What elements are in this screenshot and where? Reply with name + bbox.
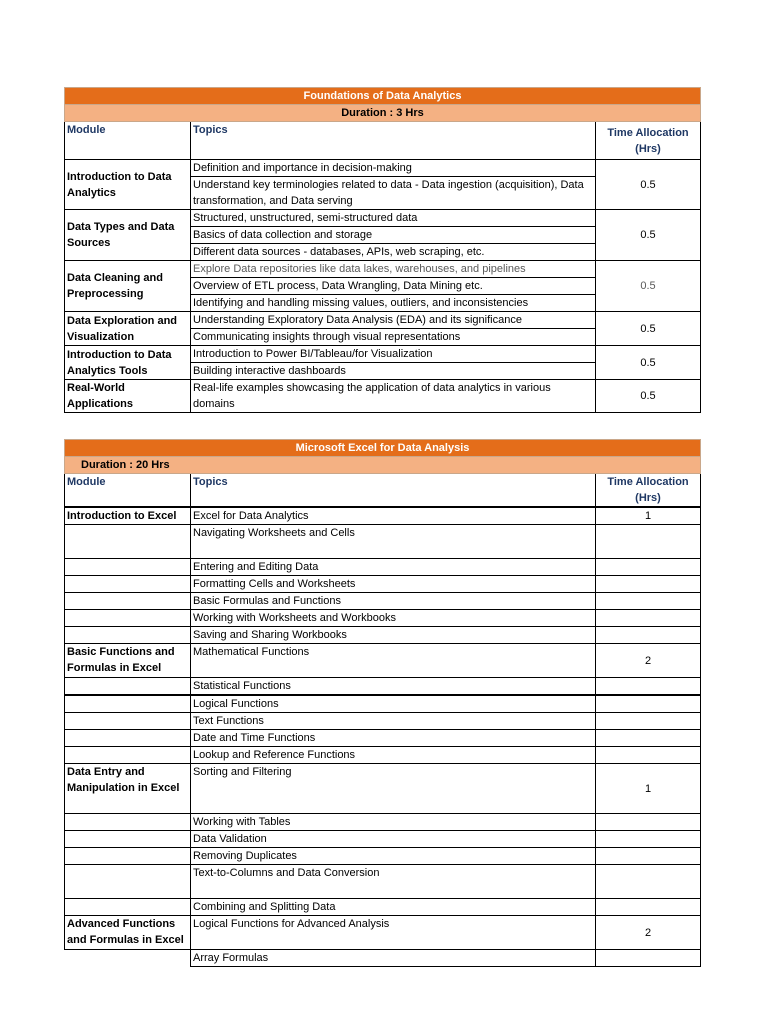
header-topics: Topics	[191, 474, 596, 508]
topic-cell: Basics of data collection and storage	[191, 227, 596, 244]
topic-cell: Building interactive dashboards	[191, 363, 596, 380]
topic-cell: Excel for Data Analytics	[191, 507, 596, 525]
section1-title: Foundations of Data Analytics	[65, 88, 701, 105]
module-cell: Data Entry and Manipulation in Excel	[65, 764, 191, 814]
time-cell	[596, 831, 701, 848]
time-cell	[596, 525, 701, 559]
topic-cell: Understanding Exploratory Data Analysis (EDA) and its significance	[191, 312, 596, 329]
module-cell	[65, 747, 191, 764]
topic-cell: Basic Formulas and Functions	[191, 593, 596, 610]
excel-table	[64, 439, 701, 967]
topic-cell: Array Formulas	[191, 950, 596, 967]
topic-cell: Communicating insights through visual representations	[191, 329, 596, 346]
topic-cell: Real-life examples showcasing the application of data analytics in various domains	[191, 380, 596, 413]
module-cell	[65, 865, 191, 899]
module-cell: Introduction to Data Analytics Tools	[65, 346, 191, 380]
time-cell: 0.5	[596, 160, 701, 210]
module-cell	[65, 713, 191, 730]
time-cell: 0.5	[596, 380, 701, 413]
time-cell	[596, 593, 701, 610]
time-cell	[596, 950, 701, 967]
topic-cell: Data Validation	[191, 831, 596, 848]
time-cell: 0.5	[596, 261, 701, 312]
topic-cell: Navigating Worksheets and Cells	[191, 525, 596, 559]
time-cell	[596, 610, 701, 627]
module-cell	[65, 950, 191, 967]
header-time: Time Allocation (Hrs)	[596, 474, 701, 508]
time-cell	[596, 559, 701, 576]
module-cell	[65, 559, 191, 576]
module-cell	[65, 814, 191, 831]
time-cell: 1	[596, 764, 701, 814]
time-cell	[596, 678, 701, 696]
topic-cell: Removing Duplicates	[191, 848, 596, 865]
time-cell: 0.5	[596, 210, 701, 261]
topic-cell: Different data sources - databases, APIs, web scraping, etc.	[191, 244, 596, 261]
foundations-table	[64, 87, 701, 413]
module-cell: Real-World Applications	[65, 380, 191, 413]
section2-title: Microsoft Excel for Data Analysis	[65, 440, 701, 457]
module-cell	[65, 831, 191, 848]
module-cell: Introduction to Excel	[65, 507, 191, 525]
module-cell	[65, 678, 191, 696]
module-cell	[65, 610, 191, 627]
time-cell: 2	[596, 644, 701, 678]
topic-cell: Working with Tables	[191, 814, 596, 831]
module-cell: Advanced Functions and Formulas in Excel	[65, 916, 191, 950]
module-cell: Data Types and Data Sources	[65, 210, 191, 261]
topic-cell: Lookup and Reference Functions	[191, 747, 596, 764]
topic-cell: Overview of ETL process, Data Wrangling, Data Mining etc.	[191, 278, 596, 295]
topic-cell: Working with Worksheets and Workbooks	[191, 610, 596, 627]
topic-cell: Text Functions	[191, 713, 596, 730]
topic-cell: Date and Time Functions	[191, 730, 596, 747]
time-cell	[596, 814, 701, 831]
module-cell	[65, 627, 191, 644]
foundations-table-container	[64, 87, 700, 413]
time-cell: 0.5	[596, 312, 701, 346]
topic-cell: Introduction to Power BI/Tableau/for Visualization	[191, 346, 596, 363]
time-cell	[596, 695, 701, 713]
time-cell	[596, 730, 701, 747]
module-cell	[65, 593, 191, 610]
time-cell: 2	[596, 916, 701, 950]
module-cell	[65, 576, 191, 593]
module-cell	[65, 695, 191, 713]
topic-cell: Combining and Splitting Data	[191, 899, 596, 916]
time-cell	[596, 747, 701, 764]
module-cell: Basic Functions and Formulas in Excel	[65, 644, 191, 678]
time-cell	[596, 627, 701, 644]
header-time: Time Allocation (Hrs)	[596, 122, 701, 160]
topic-cell: Mathematical Functions	[191, 644, 596, 678]
module-cell: Data Exploration and Visualization	[65, 312, 191, 346]
module-cell: Data Cleaning and Preprocessing	[65, 261, 191, 312]
topic-cell: Logical Functions	[191, 695, 596, 713]
time-cell: 0.5	[596, 346, 701, 380]
module-cell: Introduction to Data Analytics	[65, 160, 191, 210]
topic-cell: Text-to-Columns and Data Conversion	[191, 865, 596, 899]
time-cell	[596, 576, 701, 593]
time-cell	[596, 899, 701, 916]
header-topics: Topics	[191, 122, 596, 160]
header-module: Module	[65, 122, 191, 160]
module-cell	[65, 525, 191, 559]
header-module: Module	[65, 474, 191, 508]
section2-duration: Duration : 20 Hrs	[65, 457, 701, 474]
module-cell	[65, 848, 191, 865]
topic-cell: Sorting and Filtering	[191, 764, 596, 814]
topic-cell: Explore Data repositories like data lakes, warehouses, and pipelines	[191, 261, 596, 278]
topic-cell: Identifying and handling missing values, outliers, and inconsistencies	[191, 295, 596, 312]
time-cell: 1	[596, 507, 701, 525]
topic-cell: Structured, unstructured, semi-structured data	[191, 210, 596, 227]
module-cell	[65, 899, 191, 916]
topic-cell: Formatting Cells and Worksheets	[191, 576, 596, 593]
time-cell	[596, 713, 701, 730]
topic-cell: Saving and Sharing Workbooks	[191, 627, 596, 644]
time-cell	[596, 865, 701, 899]
time-cell	[596, 848, 701, 865]
module-cell	[65, 730, 191, 747]
topic-cell: Definition and importance in decision-making	[191, 160, 596, 177]
topic-cell: Understand key terminologies related to data - Data ingestion (acquisition), Data transformation, and Data serving	[191, 177, 596, 210]
topic-cell: Entering and Editing Data	[191, 559, 596, 576]
section1-duration: Duration : 3 Hrs	[65, 105, 701, 122]
excel-table-container	[64, 439, 700, 967]
topic-cell: Statistical Functions	[191, 678, 596, 696]
topic-cell: Logical Functions for Advanced Analysis	[191, 916, 596, 950]
